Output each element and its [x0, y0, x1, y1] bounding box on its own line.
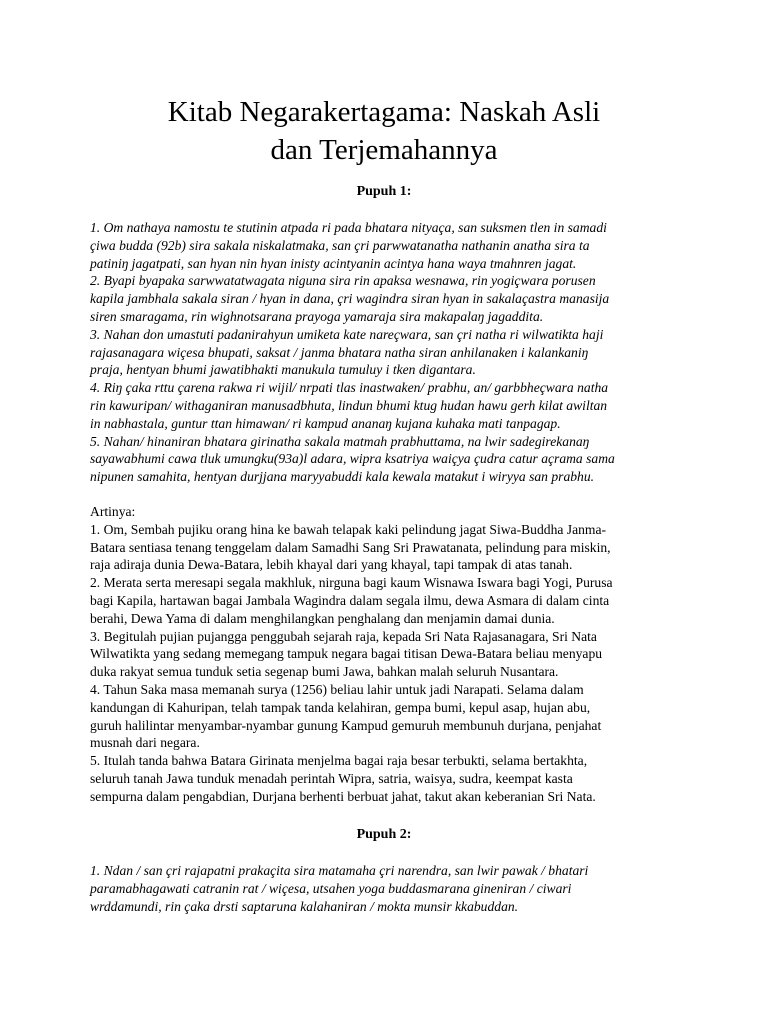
text-line: çiwa budda (92b) sira sakala niskalatmaka, san çri parwwatanatha nathanin anatha sira ta	[90, 237, 590, 253]
text-line: 2. Byapi byapaka sarwwatatwagata niguna sira rin apaksa wesnawa, rin yogiçwara porusen	[90, 273, 596, 289]
text-line: Batara sentiasa tenang tenggelam dalam Samadhi Sang Sri Prawatanata, pelindung para miskin,	[90, 539, 611, 555]
text-line: paramabhagawati catranin rat / wiçesa, utsahen yoga buddasmarana gineniran / ciwari	[90, 880, 572, 896]
text-line: berahi, Dewa Yama di dalam menghilangkan penghalang dan menjamin damai dunia.	[90, 610, 555, 626]
text-line: wrddamundi, rin çaka drsti saptaruna kalahaniran / mokta munsir kkabuddan.	[90, 898, 519, 914]
text-line: guruh halilintar menyambar-nyambar gunung Kampud gemuruh membunuh durjana, penjahat	[90, 717, 602, 733]
text-line: 5. Itulah tanda bahwa Batara Girinata menjelma bagai raja besar terbukti, selama bertakhta,	[90, 753, 588, 769]
pupuh-1-translation	[90, 503, 690, 806]
text-line: 4. Riŋ çaka rttu çarena rakwa ri wijil/ nrpati tlas inastwaken/ prabhu, an/ garbbheçwara natha	[90, 380, 609, 396]
pupuh-2-original-text	[90, 862, 690, 915]
text-line: musnah dari negara.	[90, 735, 200, 751]
text-line: 1. Ndan / san çri rajapatni prakaçita sira matamaha çri narendra, san lwir pawak / bhatari	[90, 863, 589, 878]
text-line: 5. Nahan/ hinaniran bhatara girinatha sakala matmah prabhuttama, na lwir sadegirekanaŋ	[90, 433, 590, 449]
text-line: raja adiraja dunia Dewa-Batara, lebih khayal dari yang khayal, tapi tampak di atas tanah.	[90, 557, 573, 573]
text-line: seluruh tanah Jawa tunduk menadah perintah Wipra, satria, waisya, sudra, keempat kasta	[90, 770, 573, 786]
text-line: Wilwatikta yang sedang memegang tampuk negara bagai titisan Dewa-Batara beliau menyapu	[90, 646, 603, 662]
text-line: in nabhastala, guntur ttan himawan/ ri kampud ananaŋ kujana kuhaka mati tanpagap.	[90, 415, 561, 431]
text-line: sempurna dalam pengabdian, Durjana berhenti berbuat jahat, takut akan keberanian Sri Nata.	[90, 788, 596, 804]
text-line: duka rakyat semua tunduk setia segenap bumi Jawa, bahkan malah seluruh Nusantara.	[90, 664, 559, 680]
text-line: 4. Tahun Saka masa memanah surya (1256) beliau lahir untuk jadi Narapati. Selama dalam	[90, 681, 584, 697]
text-line: patiniŋ jagatpati, san hyan nin hyan inisty acintyanin acintya hana waya tmahnren jagat.	[90, 255, 577, 271]
text-line: 3. Nahan don umastuti padanirahyun umiketa kate nareçwara, san çri natha ri wilwatikta haji	[90, 326, 604, 342]
text-line: nipunen samahita, hentyan durjjana maryyabuddi kala kewala matakut i wiryya san prabhu.	[90, 469, 595, 485]
text-line: 2. Merata serta meresapi segala makhluk, nirguna bagi kaum Wisnawa Iswara bagi Yogi, Purusa	[90, 575, 613, 591]
title-line-2: dan Terjemahannya	[270, 134, 498, 166]
text-line: kapila jambhala sakala siran / hyan in dana, çri wagindra siran hyan in sakalaçastra manasija	[90, 291, 610, 307]
pupuh-1-original-text	[90, 219, 690, 486]
text-line: praja, hentyan bhumi jawatibhakti manukula tumuluy i tken digantara.	[90, 362, 476, 378]
title-line-1: Kitab Negarakertagama: Naskah Asli	[167, 96, 601, 128]
text-line: siren smaragama, rin wighnotsarana prayoga yamaraja sira makapalaŋ jagaddita.	[90, 308, 544, 324]
pupuh-2-heading: Pupuh 2:	[356, 827, 412, 842]
text-line: rin kawuripan/ withaganiran manusadbhuta, lindun bhumi ktug hudan hawu gerh kilat awiltan	[90, 397, 608, 413]
text-line: 3. Begitulah pujian pujangga penggubah sejarah raja, kepada Sri Nata Rajasanagara, Sri Nata	[90, 628, 597, 644]
text-line: rajasanagara wiçesa bhupati, saksat / janma bhatara natha siran anhilanaken i kalankaniŋ	[90, 344, 589, 360]
text-line: 1. Om, Sembah pujiku orang hina ke bawah telapak kaki pelindung jagat Siwa-Buddha Janma-	[90, 521, 607, 537]
text-line: bagi Kapila, hartawan bagai Jambala Wagindra dalam segala ilmu, dewa Asmara di dalam cinta	[90, 592, 610, 608]
page-title	[0, 93, 768, 169]
text-line: sayawabhumi cawa tluk umungku(93a)l adara, wipra ksatriya waiçya çudra catur açrama sama	[90, 451, 615, 467]
pupuh-1-heading: Pupuh 1:	[356, 184, 412, 199]
translation-label: Artinya:	[90, 504, 136, 519]
text-line: 1. Om nathaya namostu te stutinin atpada ri pada bhatara nityaça, san suksmen tlen in samadi	[90, 220, 607, 235]
text-line: kandungan di Kahuripan, telah tampak tanda kelahiran, gempa bumi, kepul asap, hujan abu,	[90, 699, 591, 715]
